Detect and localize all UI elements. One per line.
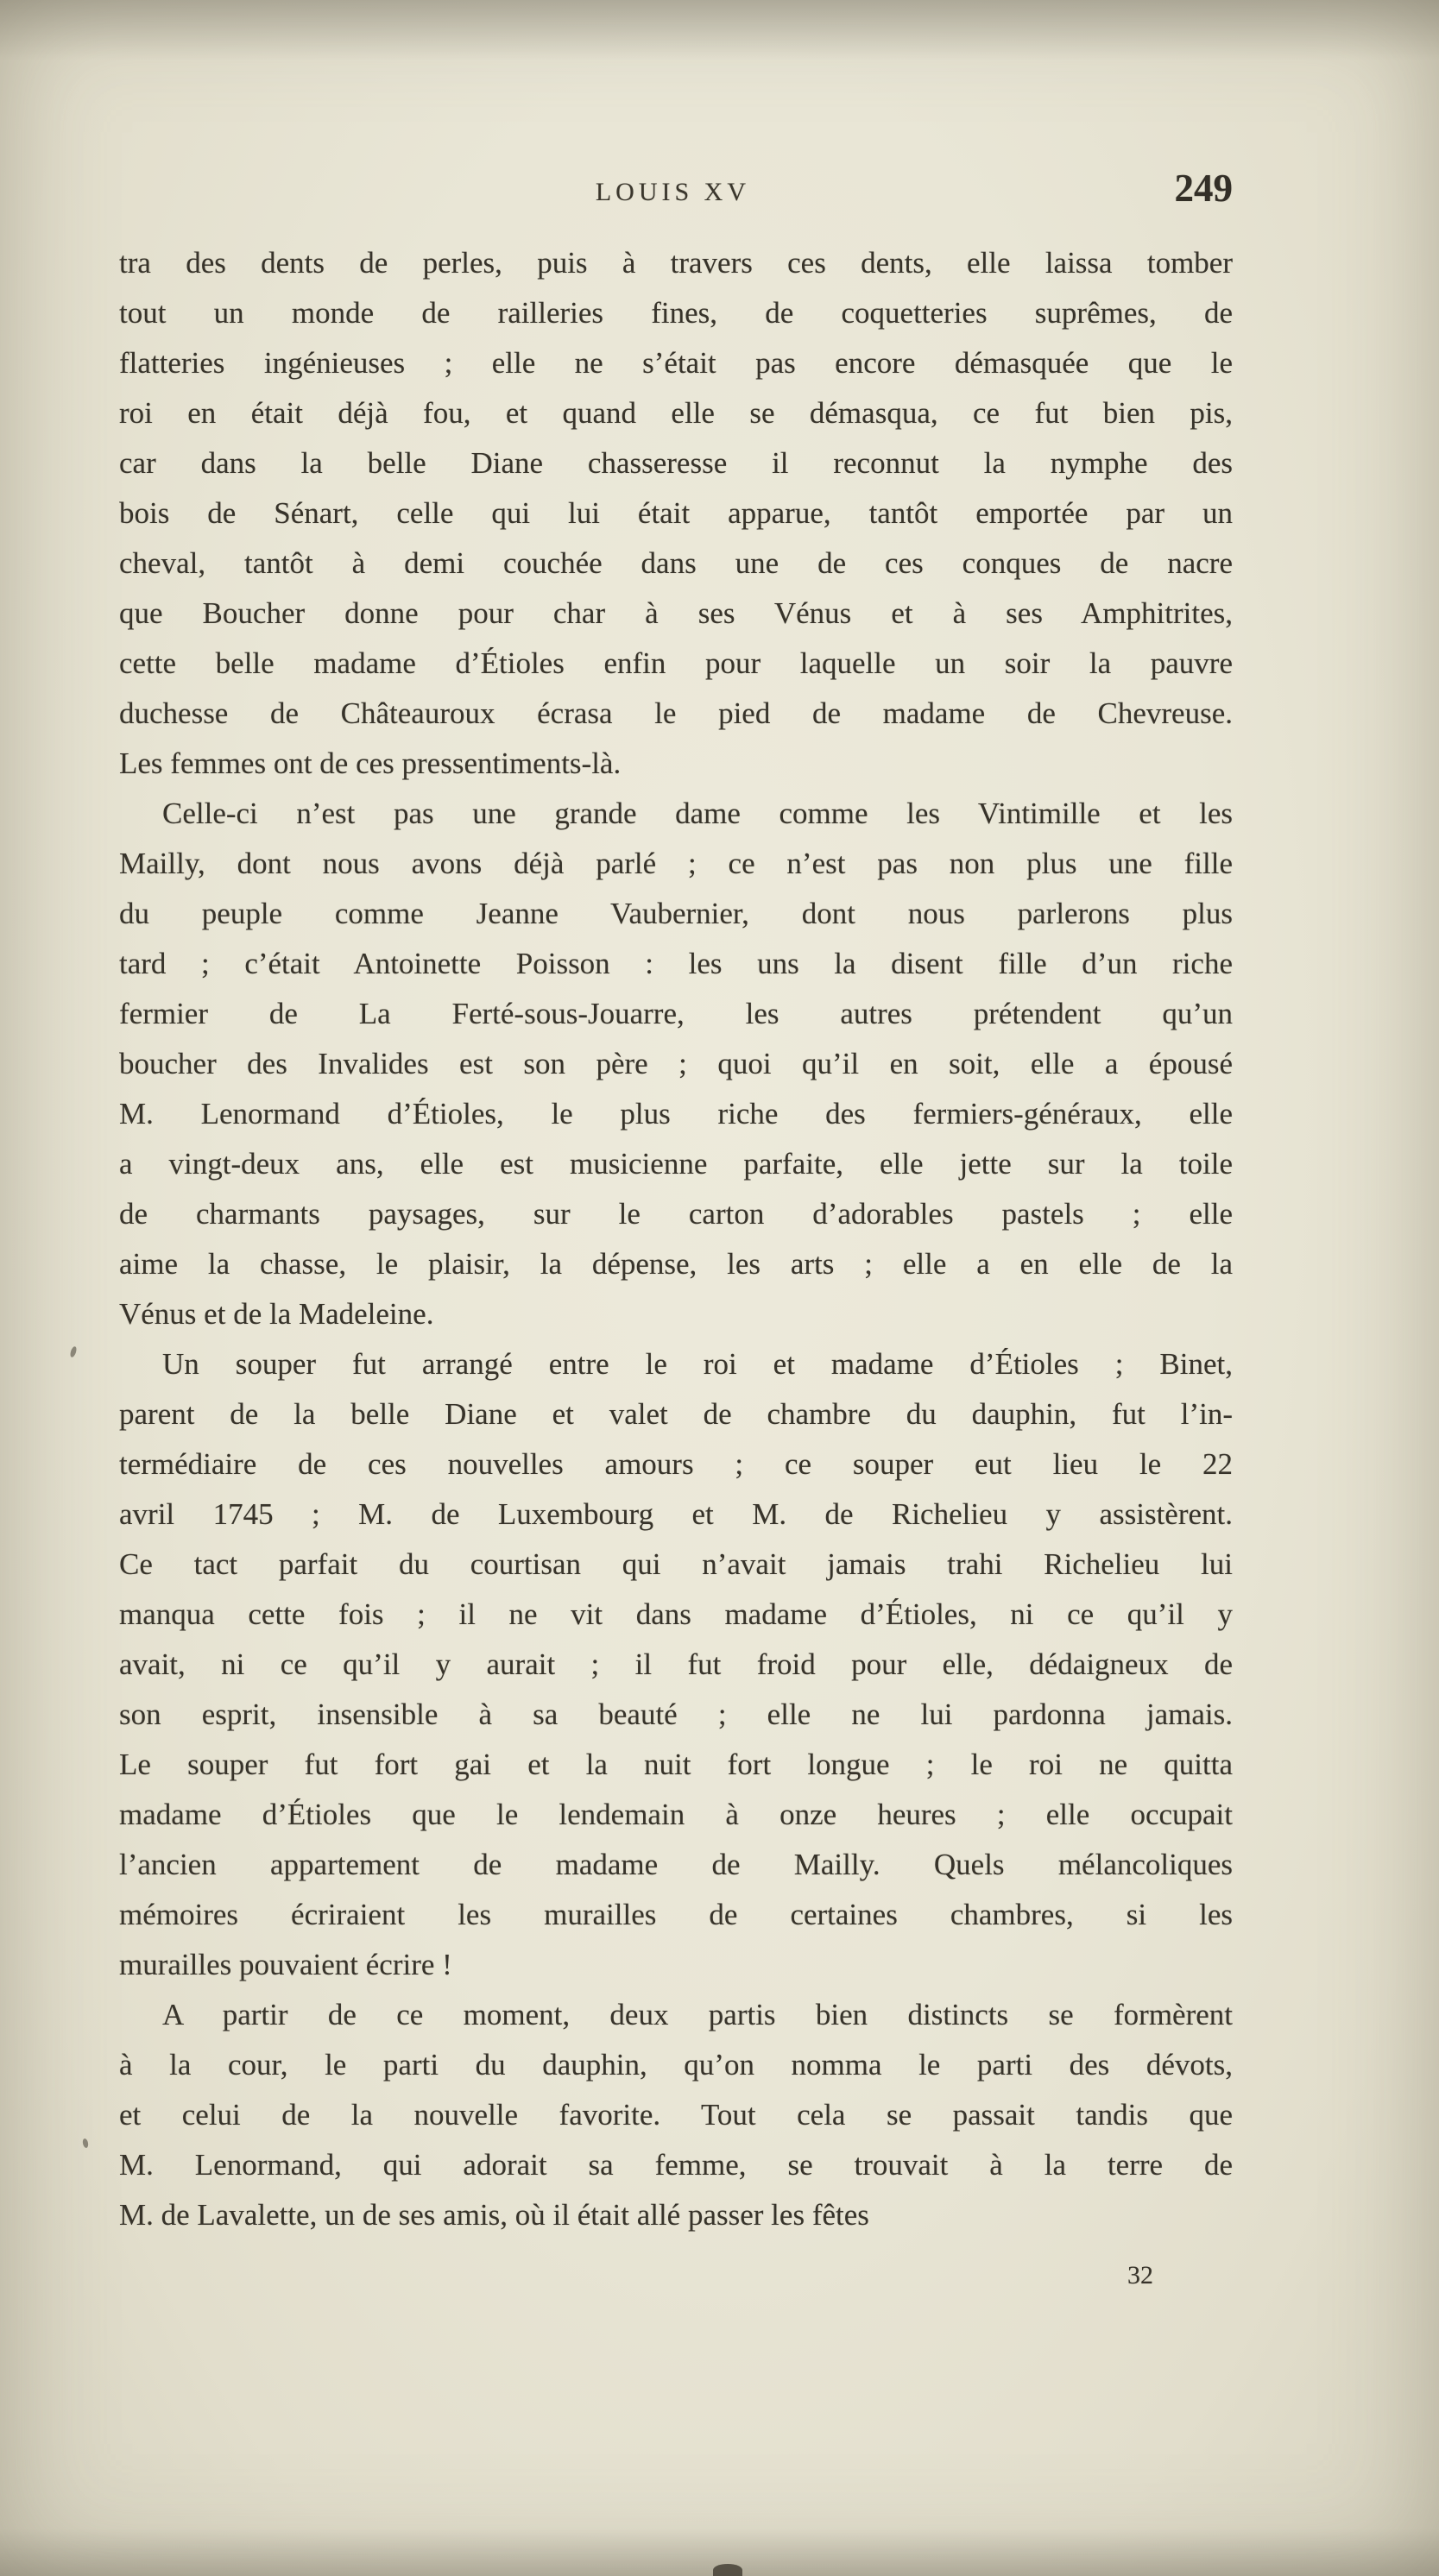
text-line: fermier de La Ferté-sous-Jouarre, les autres prétendent qu’un <box>119 997 1233 1030</box>
text-line: car dans la belle Diane chasseresse il reconnut la nymphe des <box>119 446 1233 480</box>
paragraph-container <box>119 238 1233 2240</box>
scan-edge-shadow-bottom <box>0 2529 1439 2576</box>
text-line: l’ancien appartement de madame de Mailly. Quels mélancoliques <box>119 1848 1233 1881</box>
paragraph <box>119 1990 1233 2240</box>
text-line: manqua cette fois ; il ne vit dans madame d’Étioles, ni ce qu’il y <box>119 1597 1233 1631</box>
text-line: cette belle madame d’Étioles enfin pour laquelle un soir la pauvre <box>119 646 1233 680</box>
signature-mark: 32 <box>1127 2261 1153 2289</box>
text-line: a vingt-deux ans, elle est musicienne parfaite, elle jette sur la toile <box>119 1147 1233 1181</box>
scan-speck <box>82 2138 89 2148</box>
text-line: A partir de ce moment, deux partis bien distincts se formèrent <box>162 1998 1233 2031</box>
text-line: tard ; c’était Antoinette Poisson : les uns la disent fille d’un riche <box>119 947 1233 980</box>
text-line: flatteries ingénieuses ; elle ne s’était pas encore démasquée que le <box>119 346 1233 380</box>
text-line: avril 1745 ; M. de Luxembourg et M. de Richelieu y assistèrent. <box>119 1497 1233 1531</box>
text-line: Mailly, dont nous avons déjà parlé ; ce n’est pas non plus une fille <box>119 847 1233 880</box>
text-line: M. Lenormand, qui adorait sa femme, se trouvait à la terre de <box>119 2148 1233 2182</box>
body-text-block <box>119 238 1233 2297</box>
text-line: son esprit, insensible à sa beauté ; elle ne lui pardonna jamais. <box>119 1697 1233 1731</box>
text-line: mémoires écriraient les murailles de certaines chambres, si les <box>119 1898 1233 1931</box>
page-header <box>119 166 1233 219</box>
text-line: madame d’Étioles que le lendemain à onze heures ; elle occupait <box>119 1798 1233 1831</box>
paragraph <box>119 789 1233 1339</box>
scan-blotch <box>713 2564 742 2576</box>
text-line: murailles pouvaient écrire ! <box>119 1948 452 1981</box>
text-line: tra des dents de perles, puis à travers ces dents, elle laissa tomber <box>119 246 1233 280</box>
text-line: et celui de la nouvelle favorite. Tout cela se passait tandis que <box>119 2098 1233 2132</box>
text-line: duchesse de Châteauroux écrasa le pied de madame de Chevreuse. <box>119 696 1233 730</box>
text-line: Un souper fut arrangé entre le roi et madame d’Étioles ; Binet, <box>162 1347 1233 1381</box>
text-line: Les femmes ont de ces pressentiments-là. <box>119 746 622 780</box>
text-line: aime la chasse, le plaisir, la dépense, les arts ; elle a en elle de la <box>119 1247 1233 1281</box>
text-line: à la cour, le parti du dauphin, qu’on nomma le parti des dévots, <box>119 2048 1233 2082</box>
text-line: M. Lenormand d’Étioles, le plus riche des fermiers-généraux, elle <box>119 1097 1233 1131</box>
text-line: Celle-ci n’est pas une grande dame comme les Vintimille et les <box>162 797 1233 830</box>
text-line: de charmants paysages, sur le carton d’adorables pastels ; elle <box>119 1197 1233 1231</box>
text-line: Ce tact parfait du courtisan qui n’avait jamais trahi Richelieu lui <box>119 1547 1233 1581</box>
paragraph <box>119 238 1233 789</box>
text-line: Vénus et de la Madeleine. <box>119 1297 434 1331</box>
text-line: parent de la belle Diane et valet de chambre du dauphin, fut l’in- <box>119 1397 1233 1431</box>
text-line: bois de Sénart, celle qui lui était apparue, tantôt emportée par un <box>119 496 1233 530</box>
text-line: avait, ni ce qu’il y aurait ; il fut froid pour elle, dédaigneux de <box>119 1647 1233 1681</box>
text-line: que Boucher donne pour char à ses Vénus et à ses Amphitrites, <box>119 596 1233 630</box>
text-line: roi en était déjà fou, et quand elle se démasqua, ce fut bien pis, <box>119 396 1233 430</box>
text-line: cheval, tantôt à demi couchée dans une de ces conques de nacre <box>119 546 1233 580</box>
text-line: boucher des Invalides est son père ; quoi qu’il en soit, elle a épousé <box>119 1047 1233 1080</box>
running-title: LOUIS XV <box>595 178 751 206</box>
page-number: 249 <box>1174 167 1233 210</box>
text-line: M. de Lavalette, un de ses amis, où il était allé passer les fêtes <box>119 2198 869 2232</box>
scan-speck <box>69 1345 78 1357</box>
text-line: du peuple comme Jeanne Vaubernier, dont nous parlerons plus <box>119 897 1233 930</box>
scan-edge-shadow-top <box>0 0 1439 60</box>
paragraph <box>119 1339 1233 1990</box>
text-line: tout un monde de railleries fines, de coquetteries suprêmes, de <box>119 296 1233 330</box>
text-line: termédiaire de ces nouvelles amours ; ce souper eut lieu le 22 <box>119 1447 1233 1481</box>
text-line: Le souper fut fort gai et la nuit fort longue ; le roi ne quitta <box>119 1748 1233 1781</box>
